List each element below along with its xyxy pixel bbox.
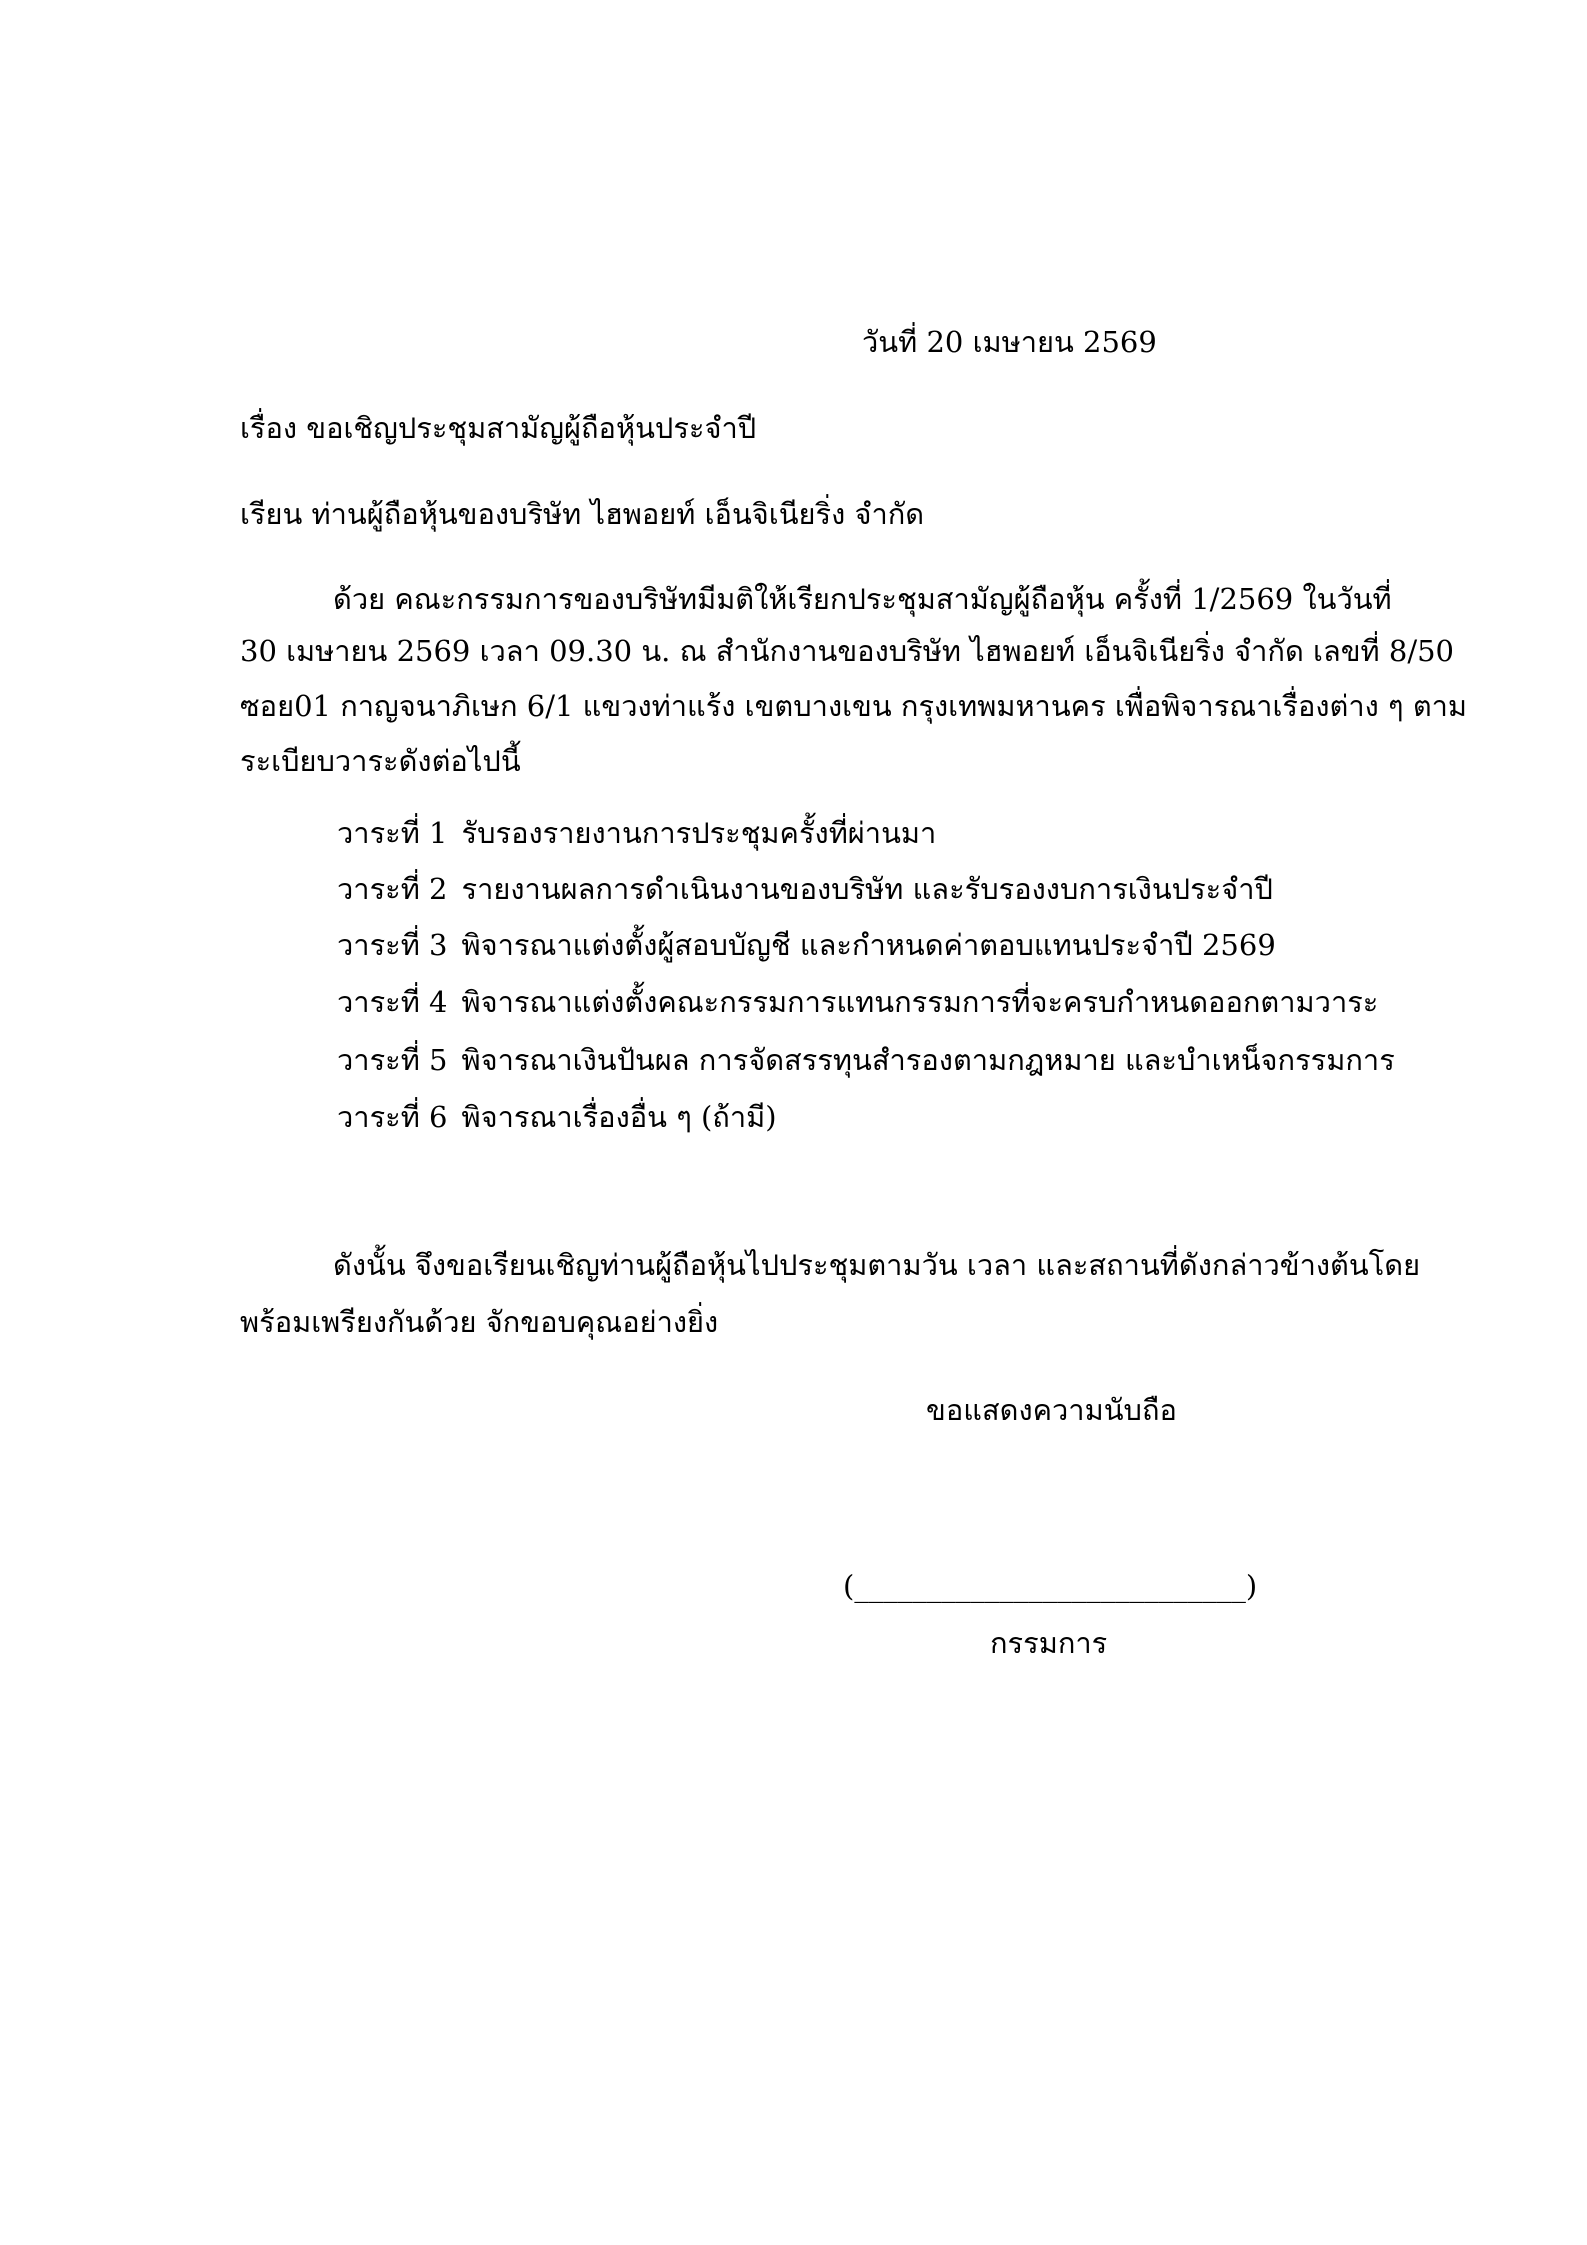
closing-line-1: ดังนั้น จึงขอเรียนเชิญท่านผู้ถือหุ้นไปประชุมตามวัน เวลา และสถานที่ดังกล่าวข้างต้นโดย — [333, 1248, 1421, 1282]
agenda-text: รับรองรายงานการประชุมครั้งที่ผ่านมา — [461, 816, 937, 850]
letter-date: วันที่ 20 เมษายน 2569 — [862, 325, 1157, 359]
agenda-number: วาระที่ 3 — [337, 928, 448, 962]
closing-line-2: พร้อมเพรียงกันด้วย จักขอบคุณอย่างยิ่ง — [240, 1305, 719, 1339]
agenda-text: รายงานผลการดำเนินงานของบริษัท และรับรองงบการเงินประจำปี — [461, 872, 1273, 906]
agenda-number: วาระที่ 1 — [337, 816, 448, 850]
agenda-text: พิจารณาเงินปันผล การจัดสรรทุนสำรองตามกฎหมาย และบำเหน็จกรรมการ — [461, 1043, 1395, 1077]
agenda-item — [337, 982, 1378, 1022]
agenda-number: วาระที่ 2 — [337, 872, 448, 906]
signature-line: (___________________________) — [843, 1569, 1258, 1603]
letter-subject: เรื่อง ขอเชิญประชุมสามัญผู้ถือหุ้นประจำปี — [240, 411, 757, 445]
body-line-4: ระเบียบวาระดังต่อไปนี้ — [240, 744, 521, 778]
signer-title: กรรมการ — [990, 1626, 1108, 1660]
body-line-3: ซอย01 กาญจนาภิเษก 6/1 แขวงท่าแร้ง เขตบางเขน กรุงเทพมหานคร เพื่อพิจารณาเรื่องต่าง ๆ ตาม — [240, 689, 1468, 723]
agenda-number: วาระที่ 5 — [337, 1043, 448, 1077]
agenda-item — [337, 1097, 777, 1137]
regards-text: ขอแสดงความนับถือ — [926, 1393, 1177, 1427]
agenda-text: พิจารณาเรื่องอื่น ๆ (ถ้ามี) — [461, 1100, 777, 1134]
agenda-item — [337, 1040, 1395, 1080]
agenda-number: วาระที่ 4 — [337, 985, 448, 1019]
agenda-item — [337, 925, 1276, 965]
body-line-1: ด้วย คณะกรรมการของบริษัทมีมติให้เรียกประชุมสามัญผู้ถือหุ้น ครั้งที่ 1/2569 ในวันที่ — [333, 582, 1392, 616]
body-line-2: 30 เมษายน 2569 เวลา 09.30 น. ณ สำนักงานของบริษัท ไฮพอยท์ เอ็นจิเนียริ่ง จำกัด เลขที่ 8/50 — [240, 634, 1454, 668]
letter-recipient: เรียน ท่านผู้ถือหุ้นของบริษัท ไฮพอยท์ เอ็นจิเนียริ่ง จำกัด — [240, 497, 925, 531]
agenda-number: วาระที่ 6 — [337, 1100, 448, 1134]
agenda-item — [337, 869, 1273, 909]
agenda-item — [337, 813, 936, 853]
agenda-text: พิจารณาแต่งตั้งผู้สอบบัญชี และกำหนดค่าตอบแทนประจำปี 2569 — [461, 928, 1276, 962]
agenda-text: พิจารณาแต่งตั้งคณะกรรมการแทนกรรมการที่จะครบกำหนดออกตามวาระ — [461, 985, 1379, 1019]
